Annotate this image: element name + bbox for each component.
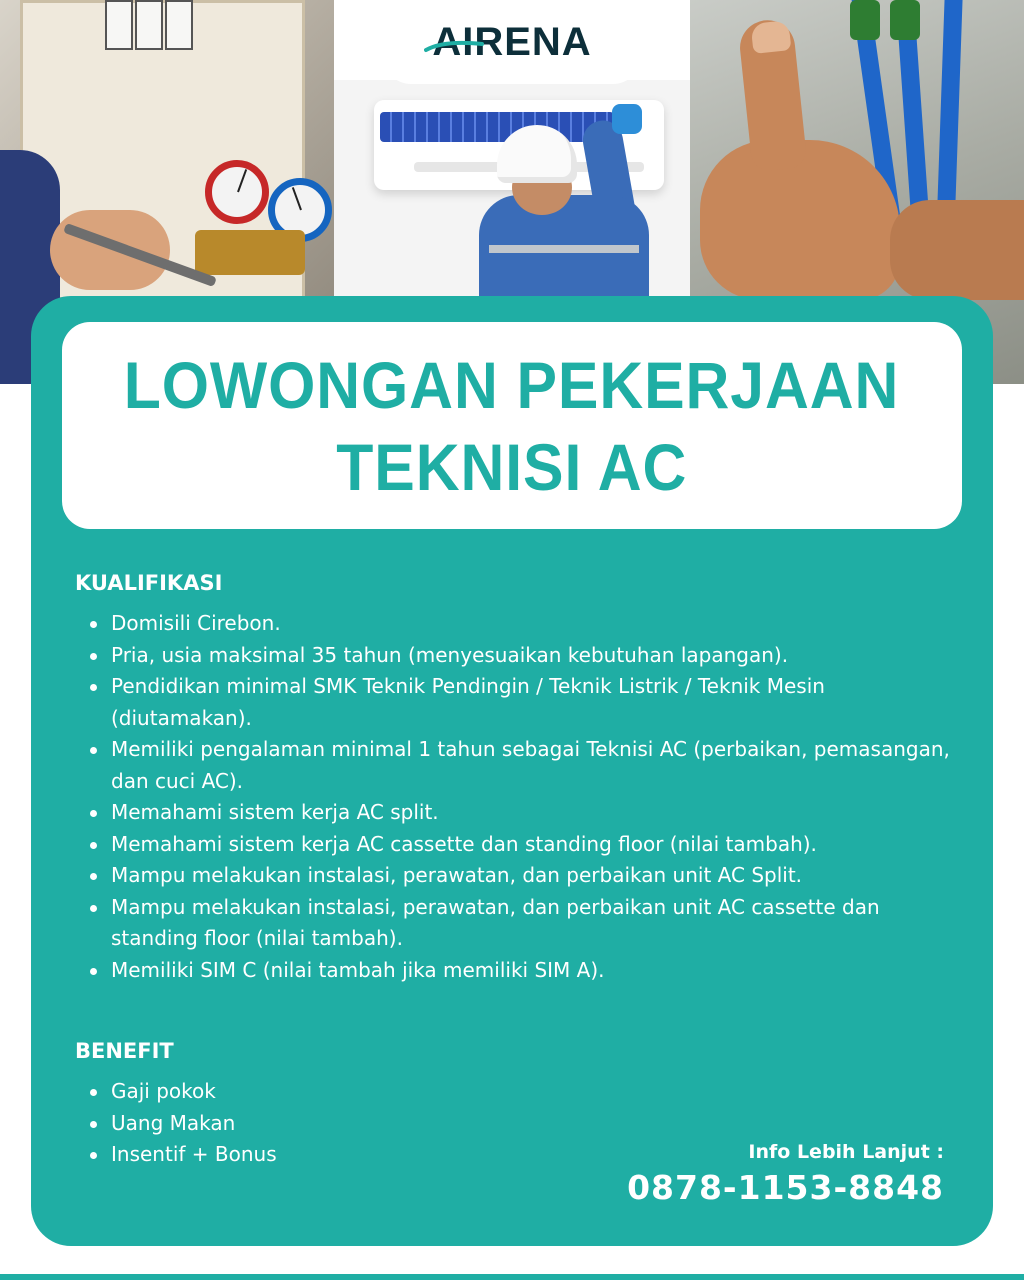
logo-swoosh-icon [424,36,484,56]
list-item: Uang Makan [90,1108,490,1140]
logo-tab [383,0,641,84]
list-item: Mampu melakukan instalasi, perawatan, dan perbaikan unit AC Split. [90,860,960,892]
page-title-line1: LOWONGAN PEKERJAAN [124,347,900,422]
list-item: Insentif + Bonus [90,1139,490,1171]
breaker [105,0,133,50]
manifold [195,230,305,275]
list-item: Domisili Cirebon. [90,608,960,640]
page-title-line2: TEKNISI AC [336,429,688,504]
bottom-divider [0,1274,1024,1280]
hand [50,210,170,290]
logo-text: AIRENA [432,19,592,64]
title-box [62,322,962,529]
benefit-heading: BENEFIT [75,1039,174,1063]
valve-knob [850,0,880,40]
list-item: Mampu melakukan instalasi, perawatan, dan perbaikan unit AC cassette dan standing floor (nilai tambah). [90,892,960,955]
qualifications-heading: KUALIFIKASI [75,571,223,595]
list-item: Memiliki pengalaman minimal 1 tahun sebagai Teknisi AC (perbaikan, pemasangan, dan cuci AC). [90,734,960,797]
benefit-list [90,1076,490,1171]
brand-logo [432,20,591,65]
reflective-stripe [489,245,639,253]
pressure-gauge-red [205,160,269,224]
hand [700,140,900,300]
glove [612,104,642,134]
list-item: Memiliki SIM C (nilai tambah jika memiliki SIM A). [90,955,960,987]
breaker [165,0,193,50]
list-item: Memahami sistem kerja AC split. [90,797,960,829]
contact-phone[interactable]: 0878-1153-8848 [627,1168,944,1207]
list-item: Pria, usia maksimal 35 tahun (menyesuaikan kebutuhan lapangan). [90,640,960,672]
list-item: Pendidikan minimal SMK Teknik Pendingin / Teknik Listrik / Teknik Mesin (diutamakan). [90,671,960,734]
breaker [135,0,163,50]
list-item: Memahami sistem kerja AC cassette dan standing floor (nilai tambah). [90,829,960,861]
wrist [890,200,1024,300]
valve-knob [890,0,920,40]
thumbnail [751,20,792,54]
list-item: Gaji pokok [90,1076,490,1108]
photo-technician-ac [334,80,690,296]
contact-label: Info Lebih Lanjut : [748,1141,944,1163]
qualifications-list [90,608,960,986]
